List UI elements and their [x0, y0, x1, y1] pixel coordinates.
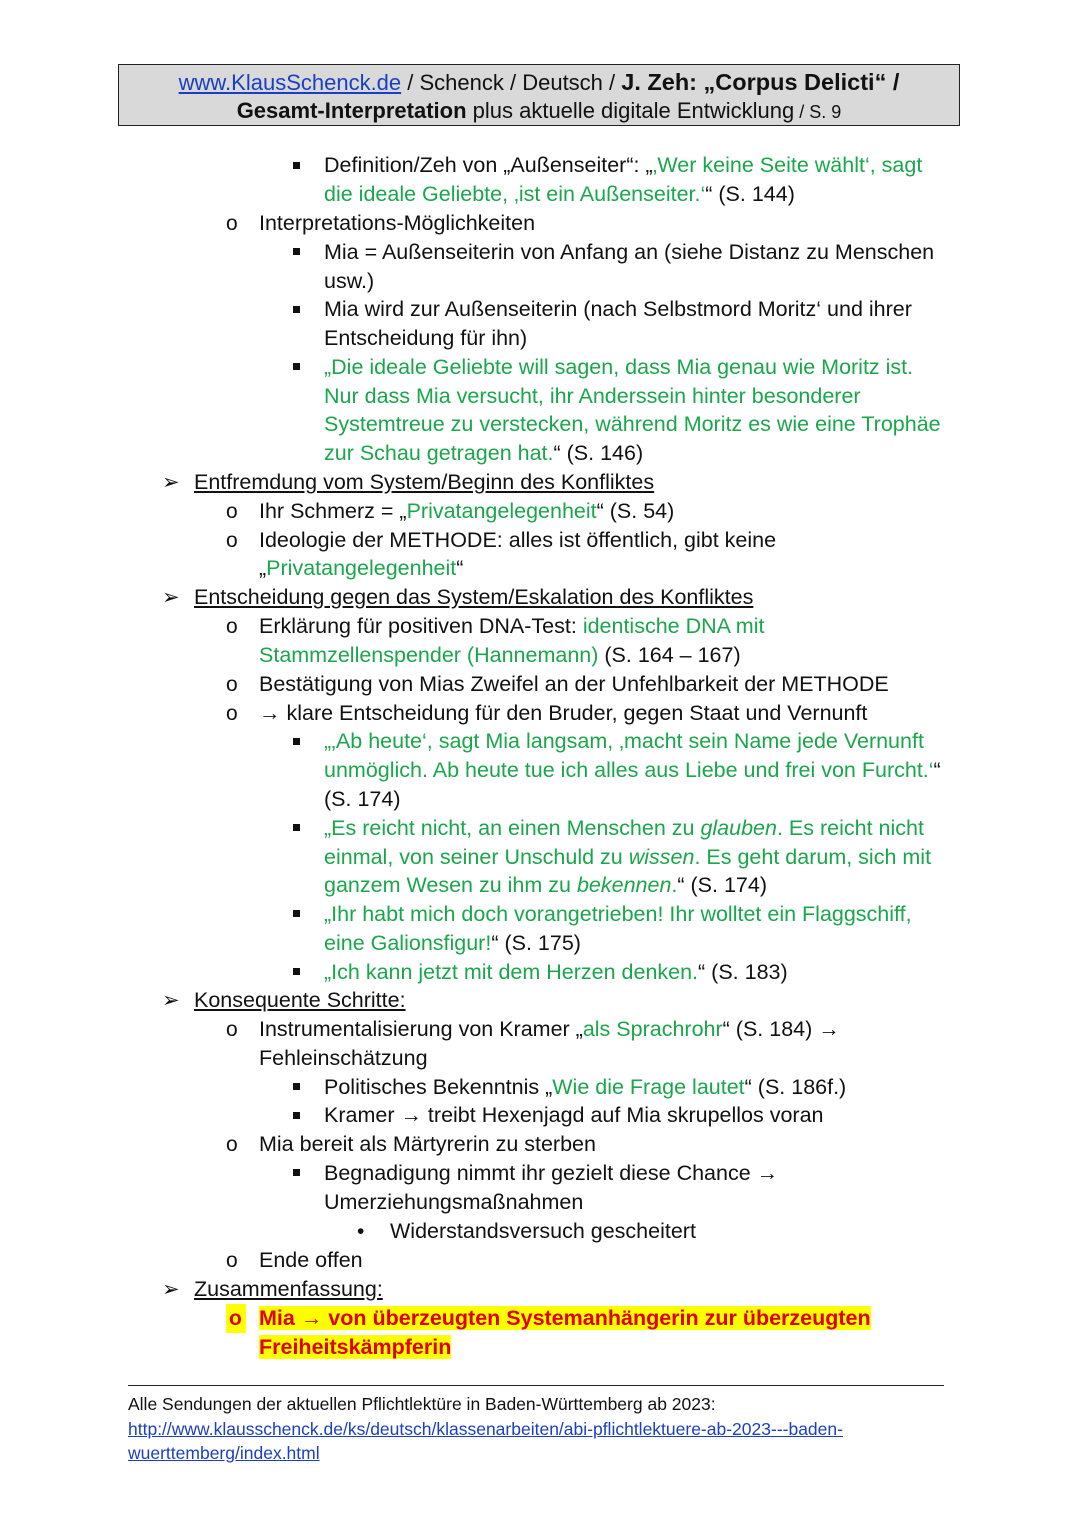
mia-outsider-line-2: usw.) — [324, 269, 375, 293]
circle-bullet-icon: o — [226, 529, 238, 552]
maertyrerin-line: Mia bereit als Märtyrerin zu sterben — [259, 1132, 596, 1156]
quote-146-line-2: Nur dass Mia versucht, ihr Anderssein hinter besonderer — [324, 384, 861, 408]
circle-bullet-icon: o — [226, 1018, 238, 1041]
page-footer — [128, 1392, 843, 1466]
square-bullet-icon — [293, 162, 300, 169]
circle-bullet-icon: o — [226, 212, 238, 235]
ideologie-line-1: Ideologie der METHODE: alles ist öffentlich, gibt keine — [259, 528, 777, 552]
section-heading-konsequente: Konsequente Schritte: — [194, 988, 406, 1012]
circle-bullet-icon: o — [226, 673, 238, 696]
quote-174b-line-2: einmal, von seiner Unschuld zu wissen. Es geht darum, sich mit — [324, 845, 932, 869]
kramer-line: Kramer → treibt Hexenjagd auf Mia skrupellos voran — [324, 1103, 824, 1127]
quote-174a-line-1: „‚Ab heute‘, sagt Mia langsam, ‚macht sein Name jede Vernunft — [324, 729, 924, 753]
arrow-bullet-icon: ➢ — [162, 1278, 180, 1301]
dna-line-2: Stammzellenspender (Hannemann) (S. 164 – 167) — [259, 643, 741, 667]
circle-bullet-icon: o — [226, 1249, 238, 1272]
square-bullet-icon — [293, 248, 300, 255]
quote-174b-line-1: „Es reicht nicht, an einen Menschen zu glauben. Es reicht nicht — [324, 816, 924, 840]
header-line-2 — [119, 97, 959, 126]
definition-line-1: Definition/Zeh von „Außenseiter“: „‚Wer keine Seite wählt‘, sagt — [324, 153, 923, 177]
section-heading-entfremdung: Entfremdung vom System/Beginn des Konfliktes — [194, 470, 655, 494]
ende-offen-line: Ende offen — [259, 1248, 363, 1272]
site-link[interactable]: www.KlausSchenck.de — [178, 70, 402, 95]
footer-text: Alle Sendungen der aktuellen Pflichtlektüre in Baden-Württemberg ab 2023: — [128, 1394, 716, 1414]
header-subtitle-bold: Gesamt-Interpretation — [236, 98, 467, 123]
interpretations-heading: Interpretations-Möglichkeiten — [259, 211, 536, 235]
dot-bullet-icon: • — [357, 1220, 365, 1243]
quote-174b-line-3: ganzem Wesen zu ihm zu bekennen.“ (S. 174) — [324, 873, 768, 897]
quote-146-line-1: „Die ideale Geliebte will sagen, dass Mia genau wie Moritz ist. — [324, 355, 914, 379]
footer-link-line-1[interactable]: http://www.klausschenck.de/ks/deutsch/klassenarbeiten/abi-pflichtlektuere-ab-2023---baden- — [128, 1418, 843, 1439]
arrow-bullet-icon: ➢ — [162, 586, 180, 609]
ideologie-line-2: „Privatangelegenheit“ — [259, 556, 464, 580]
page-header — [118, 64, 960, 126]
footer-divider — [128, 1385, 944, 1386]
square-bullet-icon — [293, 910, 300, 917]
circle-bullet-icon: o — [226, 1133, 238, 1156]
instrumentalisierung-line-2: Fehleinschätzung — [259, 1046, 428, 1070]
circle-bullet-icon: o — [226, 500, 238, 523]
quote-146-line-4: zur Schau getragen hat.“ (S. 146) — [324, 441, 644, 465]
square-bullet-icon — [293, 738, 300, 745]
square-bullet-icon — [293, 968, 300, 975]
bestaetigung-line: Bestätigung von Mias Zweifel an der Unfehlbarkeit der METHODE — [259, 672, 889, 696]
summary-line-1: Mia → von überzeugten Systemanhängerin zur überzeugten — [259, 1306, 871, 1330]
header-subtitle: plus aktuelle digitale Entwicklung — [466, 98, 795, 123]
quote-174a-line-2: unmöglich. Ab heute tue ich alles aus Liebe und frei von Furcht.‘“ — [324, 758, 941, 782]
circle-bullet-icon: o — [226, 702, 238, 725]
arrow-bullet-icon: ➢ — [162, 471, 180, 494]
header-title: J. Zeh: „Corpus Delicti“ / — [621, 69, 900, 95]
section-heading-zusammenfassung: Zusammenfassung: — [194, 1277, 383, 1301]
schmerz-line: Ihr Schmerz = „Privatangelegenheit“ (S. 54) — [259, 499, 675, 523]
square-bullet-icon — [293, 824, 300, 831]
mia-becomes-line-1: Mia wird zur Außenseiterin (nach Selbstmord Moritz‘ und ihrer — [324, 297, 912, 321]
klare-entscheidung-line: → klare Entscheidung für den Bruder, gegen Staat und Vernunft — [259, 701, 868, 725]
quote-175-line-1: „Ihr habt mich doch vorangetrieben! Ihr wolltet ein Flaggschiff, — [324, 902, 912, 926]
circle-bullet-icon: o — [226, 1304, 246, 1333]
arrow-bullet-icon: ➢ — [162, 989, 180, 1012]
square-bullet-icon — [293, 306, 300, 313]
quote-175-line-2: eine Galionsfigur!“ (S. 175) — [324, 931, 581, 955]
quote-174a-line-3: (S. 174) — [324, 787, 401, 811]
definition-line-2: die ideale Geliebte, ‚ist ein Außenseiter.‘“ (S. 144) — [324, 182, 795, 206]
section-heading-entscheidung: Entscheidung gegen das System/Eskalation des Konfliktes — [194, 585, 754, 609]
header-line-1 — [119, 68, 959, 97]
square-bullet-icon — [293, 1112, 300, 1119]
header-breadcrumb: / Schenck / Deutsch / — [401, 70, 622, 95]
square-bullet-icon — [293, 1083, 300, 1090]
square-bullet-icon — [293, 363, 300, 370]
page-number: / S. 9 — [794, 102, 842, 122]
square-bullet-icon — [293, 1169, 300, 1176]
dna-line-1: Erklärung für positiven DNA-Test: identische DNA mit — [259, 614, 765, 638]
instrumentalisierung-line-1: Instrumentalisierung von Kramer „als Sprachrohr“ (S. 184) → — [259, 1017, 840, 1041]
widerstand-line: Widerstandsversuch gescheitert — [390, 1219, 696, 1243]
footer-link-line-2[interactable]: wuerttemberg/index.html — [128, 1443, 320, 1463]
summary-line-2: Freiheitskämpferin — [259, 1335, 452, 1359]
mia-outsider-line-1: Mia = Außenseiterin von Anfang an (siehe Distanz zu Menschen — [324, 240, 935, 264]
circle-bullet-icon: o — [226, 615, 238, 638]
quote-183-line: „Ich kann jetzt mit dem Herzen denken.“ (S. 183) — [324, 960, 788, 984]
quote-146-line-3: Systemtreue zu verstecken, während Moritz es wie eine Trophäe — [324, 412, 941, 436]
begnadigung-line-2: Umerziehungsmaßnahmen — [324, 1190, 584, 1214]
politisches-bekenntnis-line: Politisches Bekenntnis „Wie die Frage lautet“ (S. 186f.) — [324, 1075, 847, 1099]
begnadigung-line-1: Begnadigung nimmt ihr gezielt diese Chance → — [324, 1161, 779, 1185]
mia-becomes-line-2: Entscheidung für ihn) — [324, 326, 528, 350]
